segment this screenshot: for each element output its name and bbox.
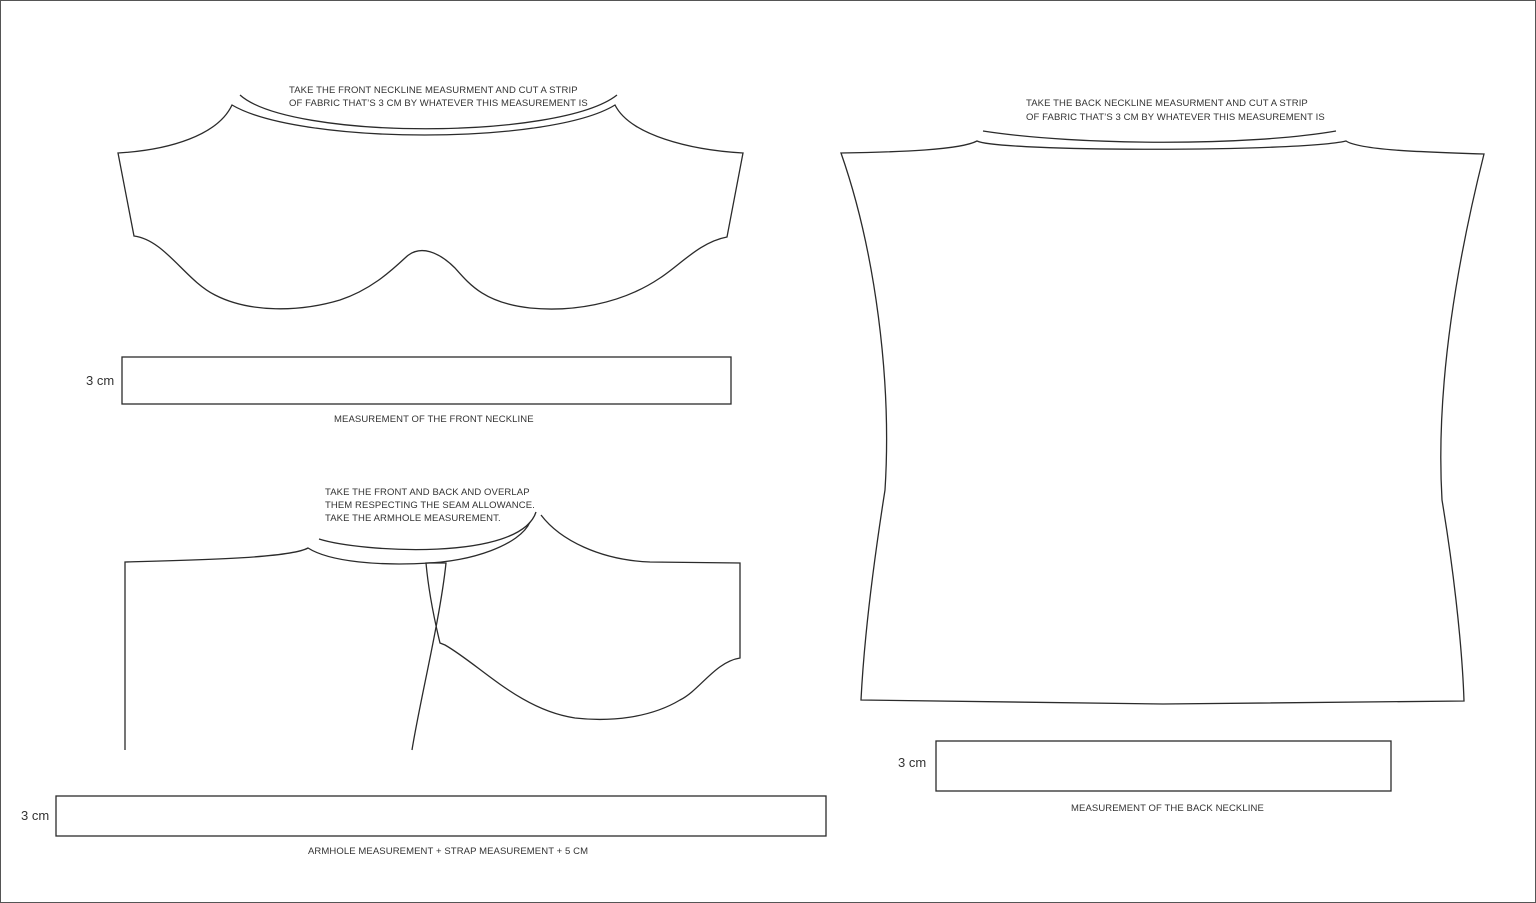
armhole-strip-width-label: 3 cm <box>21 808 50 823</box>
front-neckline-strip <box>86 357 731 425</box>
back-piece-outline <box>125 548 446 750</box>
back-neckline-strip-caption: MEASUREMENT OF THE BACK NECKLINE <box>1071 803 1264 814</box>
armhole-instruction-line-2: THEM RESPECTING THE SEAM ALLOWANCE. <box>325 500 535 511</box>
back-neckline-strip-width-label: 3 cm <box>898 755 927 770</box>
back-bodice-outline <box>841 141 1484 704</box>
back-bodice-piece <box>841 98 1484 704</box>
armhole-strip-caption: ARMHOLE MEASUREMENT + STRAP MEASUREMENT + 5 CM <box>308 846 589 857</box>
back-neckline-facing-line <box>983 131 1336 142</box>
front-neckline-instruction-line-2: OF FABRIC THAT’S 3 CM BY WHATEVER THIS MEASUREMENT IS <box>289 98 588 109</box>
back-neckline-instruction-line-2: OF FABRIC THAT’S 3 CM BY WHATEVER THIS MEASUREMENT IS <box>1026 112 1325 123</box>
armhole-instruction-line-3: TAKE THE ARMHOLE MEASUREMENT. <box>325 513 501 524</box>
front-neckline-instruction-line-1: TAKE THE FRONT NECKLINE MEASURMENT AND CUT A STRIP <box>289 85 578 96</box>
armhole-overlap-piece <box>125 487 740 750</box>
front-bodice-outline <box>118 105 743 309</box>
front-neckline-strip-width-label: 3 cm <box>86 373 115 388</box>
front-neckline-strip-rect <box>122 357 731 404</box>
back-neckline-strip <box>898 741 1391 814</box>
armhole-instruction-line-1: TAKE THE FRONT AND BACK AND OVERLAP <box>325 487 530 498</box>
back-neckline-instruction-line-1: TAKE THE BACK NECKLINE MEASURMENT AND CUT A STRIP <box>1026 98 1308 109</box>
front-bodice-piece <box>118 85 743 309</box>
armhole-strip <box>21 796 826 857</box>
armhole-strip-rect <box>56 796 826 836</box>
front-neckline-strip-caption: MEASUREMENT OF THE FRONT NECKLINE <box>334 414 534 425</box>
back-neckline-strip-rect <box>936 741 1391 791</box>
